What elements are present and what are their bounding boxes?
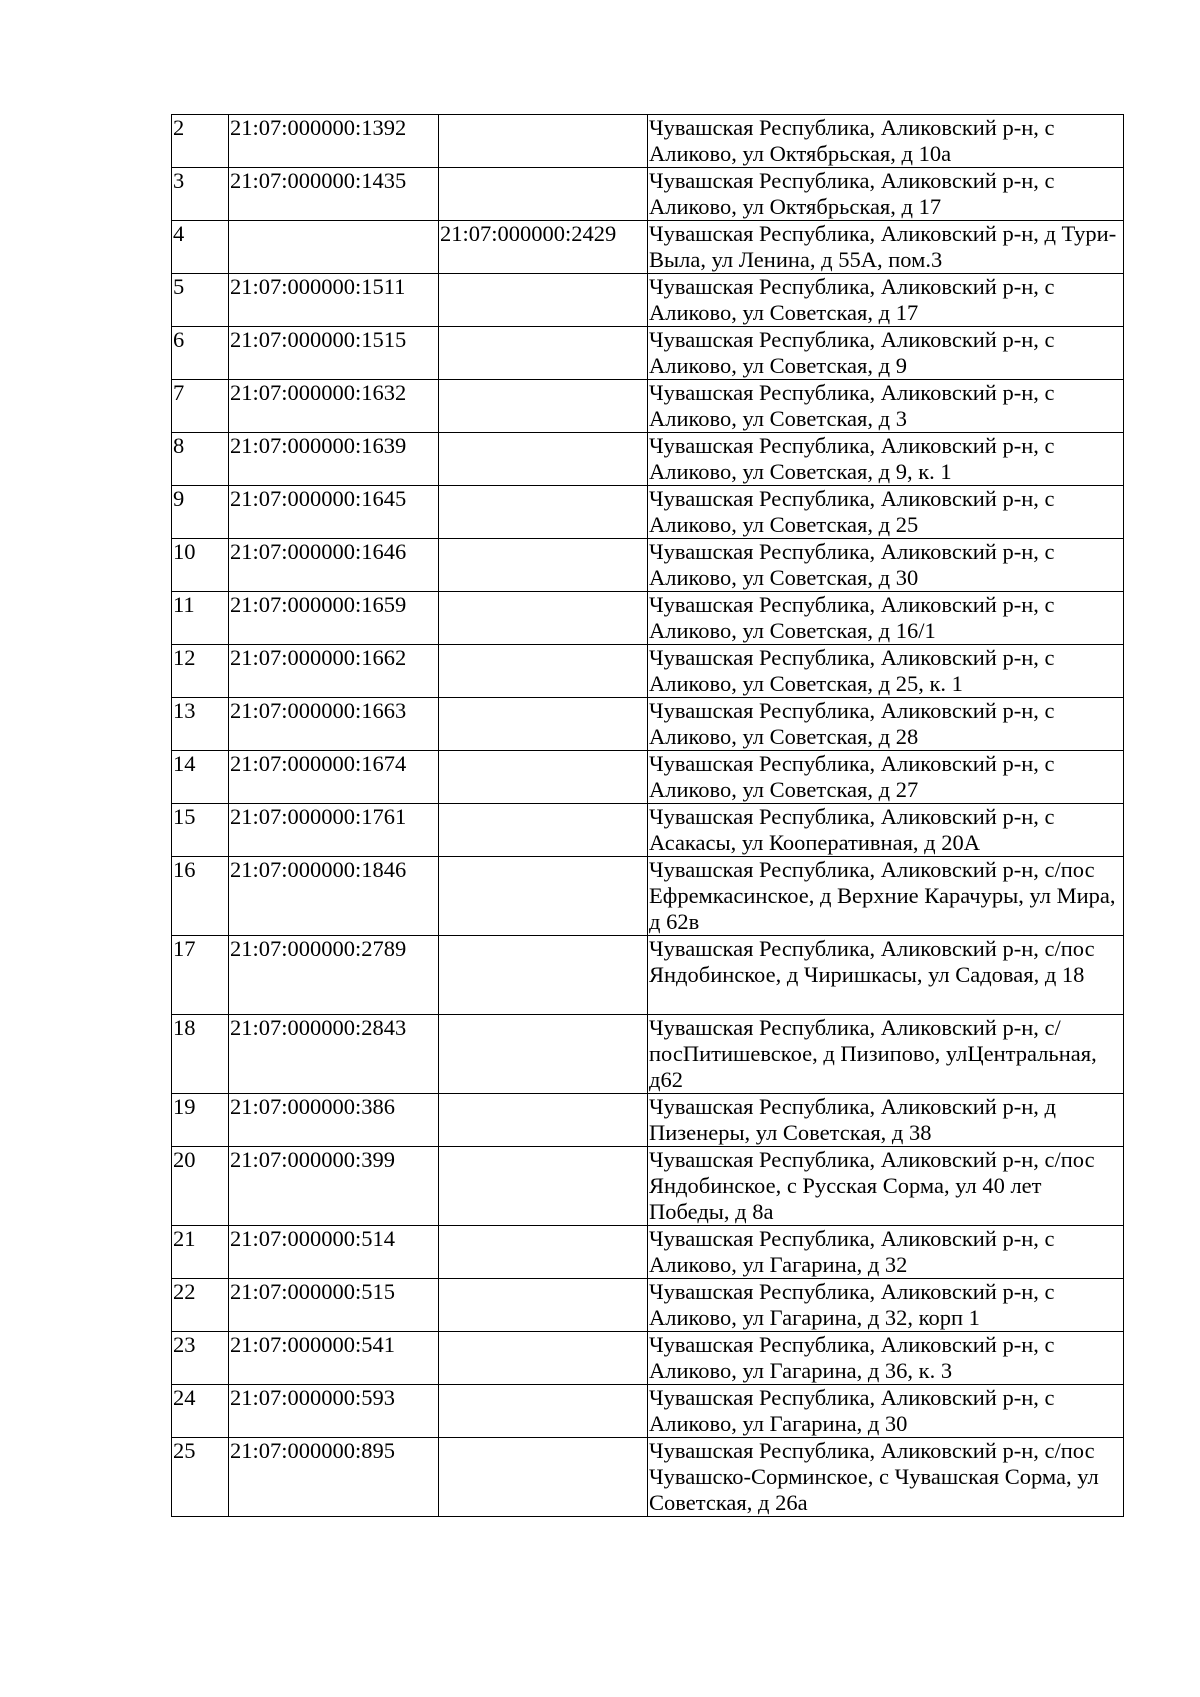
cadastral-number-cell: 21:07:000000:1659 xyxy=(229,592,439,645)
address-cell: Чувашская Республика, Аликовский р-н, с Аликово, ул Советская, д 9, к. 1 xyxy=(648,433,1124,486)
table-row xyxy=(172,433,1124,486)
address-cell: Чувашская Республика, Аликовский р-н, с Аликово, ул Гагарина, д 32 xyxy=(648,1226,1124,1279)
table-row xyxy=(172,115,1124,168)
related-cadastral-number-cell xyxy=(439,1226,648,1279)
related-cadastral-number-cell xyxy=(439,1015,648,1094)
row-number-cell: 15 xyxy=(172,804,229,857)
cadastral-number-cell: 21:07:000000:1761 xyxy=(229,804,439,857)
row-number-cell: 23 xyxy=(172,1332,229,1385)
cadastral-number-cell: 21:07:000000:1674 xyxy=(229,751,439,804)
table-row xyxy=(172,274,1124,327)
table-row xyxy=(172,857,1124,936)
table-row xyxy=(172,1094,1124,1147)
table-row xyxy=(172,698,1124,751)
related-cadastral-number-cell xyxy=(439,1279,648,1332)
row-number-cell: 12 xyxy=(172,645,229,698)
table-row xyxy=(172,1015,1124,1094)
cadastral-number-cell: 21:07:000000:386 xyxy=(229,1094,439,1147)
related-cadastral-number-cell xyxy=(439,1147,648,1226)
address-cell: Чувашская Республика, Аликовский р-н, д Тури-Выла, ул Ленина, д 55А, пом.3 xyxy=(648,221,1124,274)
row-number-cell: 6 xyxy=(172,327,229,380)
related-cadastral-number-cell xyxy=(439,1094,648,1147)
cadastral-table xyxy=(171,114,1124,1517)
address-cell: Чувашская Республика, Аликовский р-н, с Аликово, ул Октябрьская, д 17 xyxy=(648,168,1124,221)
table-body xyxy=(172,115,1124,1517)
address-cell: Чувашская Республика, Аликовский р-н, с Аликово, ул Советская, д 30 xyxy=(648,539,1124,592)
cadastral-number-cell: 21:07:000000:1639 xyxy=(229,433,439,486)
row-number-cell: 2 xyxy=(172,115,229,168)
row-number-cell: 22 xyxy=(172,1279,229,1332)
row-number-cell: 17 xyxy=(172,936,229,1015)
cadastral-number-cell: 21:07:000000:2843 xyxy=(229,1015,439,1094)
table-row xyxy=(172,645,1124,698)
related-cadastral-number-cell xyxy=(439,857,648,936)
row-number-cell: 19 xyxy=(172,1094,229,1147)
cadastral-number-cell: 21:07:000000:1645 xyxy=(229,486,439,539)
related-cadastral-number-cell xyxy=(439,698,648,751)
address-cell: Чувашская Республика, Аликовский р-н, с Аликово, ул Советская, д 9 xyxy=(648,327,1124,380)
address-cell: Чувашская Республика, Аликовский р-н, с Аликово, ул Гагарина, д 30 xyxy=(648,1385,1124,1438)
related-cadastral-number-cell xyxy=(439,936,648,1015)
row-number-cell: 9 xyxy=(172,486,229,539)
related-cadastral-number-cell xyxy=(439,751,648,804)
cadastral-number-cell: 21:07:000000:1435 xyxy=(229,168,439,221)
row-number-cell: 10 xyxy=(172,539,229,592)
table-row xyxy=(172,1332,1124,1385)
address-cell: Чувашская Республика, Аликовский р-н, с Аликово, ул Советская, д 17 xyxy=(648,274,1124,327)
row-number-cell: 16 xyxy=(172,857,229,936)
cadastral-number-cell: 21:07:000000:515 xyxy=(229,1279,439,1332)
address-cell: Чувашская Республика, Аликовский р-н, с/пос Ефремкасинское, д Верхние Карачуры, ул Мира, д 62в xyxy=(648,857,1124,936)
row-number-cell: 5 xyxy=(172,274,229,327)
row-number-cell: 8 xyxy=(172,433,229,486)
related-cadastral-number-cell xyxy=(439,433,648,486)
row-number-cell: 14 xyxy=(172,751,229,804)
address-cell: Чувашская Республика, Аликовский р-н, с Аликово, ул Советская, д 28 xyxy=(648,698,1124,751)
address-cell: Чувашская Республика, Аликовский р-н, с Аликово, ул Советская, д 25, к. 1 xyxy=(648,645,1124,698)
address-cell: Чувашская Республика, Аликовский р-н, с/пос Яндобинское, с Русская Сорма, ул 40 лет Победы, д 8а xyxy=(648,1147,1124,1226)
table-row xyxy=(172,1279,1124,1332)
address-cell: Чувашская Республика, Аликовский р-н, с/пос Чувашско-Сорминское, с Чувашская Сорма, ул Советская, д 26а xyxy=(648,1438,1124,1517)
address-cell: Чувашская Республика, Аликовский р-н, с Аликово, ул Советская, д 25 xyxy=(648,486,1124,539)
row-number-cell: 20 xyxy=(172,1147,229,1226)
address-cell: Чувашская Республика, Аликовский р-н, с Аликово, ул Советская, д 16/1 xyxy=(648,592,1124,645)
related-cadastral-number-cell: 21:07:000000:2429 xyxy=(439,221,648,274)
related-cadastral-number-cell xyxy=(439,1438,648,1517)
cadastral-number-cell: 21:07:000000:1632 xyxy=(229,380,439,433)
cadastral-number-cell: 21:07:000000:1846 xyxy=(229,857,439,936)
address-cell: Чувашская Республика, Аликовский р-н, с Аликово, ул Гагарина, д 36, к. 3 xyxy=(648,1332,1124,1385)
cadastral-number-cell: 21:07:000000:1515 xyxy=(229,327,439,380)
cadastral-number-cell: 21:07:000000:2789 xyxy=(229,936,439,1015)
cadastral-number-cell: 21:07:000000:1663 xyxy=(229,698,439,751)
address-cell: Чувашская Республика, Аликовский р-н, с/пос Яндобинское, д Чиришкасы, ул Садовая, д 18 xyxy=(648,936,1124,1015)
row-number-cell: 3 xyxy=(172,168,229,221)
related-cadastral-number-cell xyxy=(439,380,648,433)
table-row xyxy=(172,592,1124,645)
row-number-cell: 25 xyxy=(172,1438,229,1517)
cadastral-number-cell: 21:07:000000:399 xyxy=(229,1147,439,1226)
address-cell: Чувашская Республика, Аликовский р-н, с Асакасы, ул Кооперативная, д 20А xyxy=(648,804,1124,857)
cadastral-number-cell: 21:07:000000:1646 xyxy=(229,539,439,592)
table-row xyxy=(172,1438,1124,1517)
related-cadastral-number-cell xyxy=(439,539,648,592)
related-cadastral-number-cell xyxy=(439,327,648,380)
related-cadastral-number-cell xyxy=(439,804,648,857)
row-number-cell: 7 xyxy=(172,380,229,433)
related-cadastral-number-cell xyxy=(439,645,648,698)
cadastral-number-cell: 21:07:000000:1511 xyxy=(229,274,439,327)
related-cadastral-number-cell xyxy=(439,592,648,645)
cadastral-number-cell: 21:07:000000:593 xyxy=(229,1385,439,1438)
address-cell: Чувашская Республика, Аликовский р-н, д Пизенеры, ул Советская, д 38 xyxy=(648,1094,1124,1147)
address-cell: Чувашская Республика, Аликовский р-н, с/посПитишевское, д Пизипово, улЦентральная, д62 xyxy=(648,1015,1124,1094)
related-cadastral-number-cell xyxy=(439,274,648,327)
row-number-cell: 11 xyxy=(172,592,229,645)
address-cell: Чувашская Республика, Аликовский р-н, с Аликово, ул Октябрьская, д 10а xyxy=(648,115,1124,168)
row-number-cell: 4 xyxy=(172,221,229,274)
row-number-cell: 18 xyxy=(172,1015,229,1094)
table-row xyxy=(172,486,1124,539)
table-row xyxy=(172,1385,1124,1438)
table-row xyxy=(172,751,1124,804)
row-number-cell: 13 xyxy=(172,698,229,751)
cadastral-number-cell: 21:07:000000:895 xyxy=(229,1438,439,1517)
address-cell: Чувашская Республика, Аликовский р-н, с Аликово, ул Советская, д 27 xyxy=(648,751,1124,804)
table-row xyxy=(172,380,1124,433)
table-row xyxy=(172,168,1124,221)
cadastral-number-cell xyxy=(229,221,439,274)
table-row xyxy=(172,804,1124,857)
table-row xyxy=(172,936,1124,1015)
table-row xyxy=(172,1226,1124,1279)
cadastral-number-cell: 21:07:000000:514 xyxy=(229,1226,439,1279)
related-cadastral-number-cell xyxy=(439,1332,648,1385)
cadastral-number-cell: 21:07:000000:1662 xyxy=(229,645,439,698)
table-row xyxy=(172,1147,1124,1226)
related-cadastral-number-cell xyxy=(439,486,648,539)
table-row xyxy=(172,327,1124,380)
related-cadastral-number-cell xyxy=(439,115,648,168)
related-cadastral-number-cell xyxy=(439,168,648,221)
address-cell: Чувашская Республика, Аликовский р-н, с Аликово, ул Советская, д 3 xyxy=(648,380,1124,433)
related-cadastral-number-cell xyxy=(439,1385,648,1438)
cadastral-number-cell: 21:07:000000:541 xyxy=(229,1332,439,1385)
address-cell: Чувашская Республика, Аликовский р-н, с Аликово, ул Гагарина, д 32, корп 1 xyxy=(648,1279,1124,1332)
cadastral-number-cell: 21:07:000000:1392 xyxy=(229,115,439,168)
table-row xyxy=(172,221,1124,274)
table-row xyxy=(172,539,1124,592)
row-number-cell: 24 xyxy=(172,1385,229,1438)
row-number-cell: 21 xyxy=(172,1226,229,1279)
